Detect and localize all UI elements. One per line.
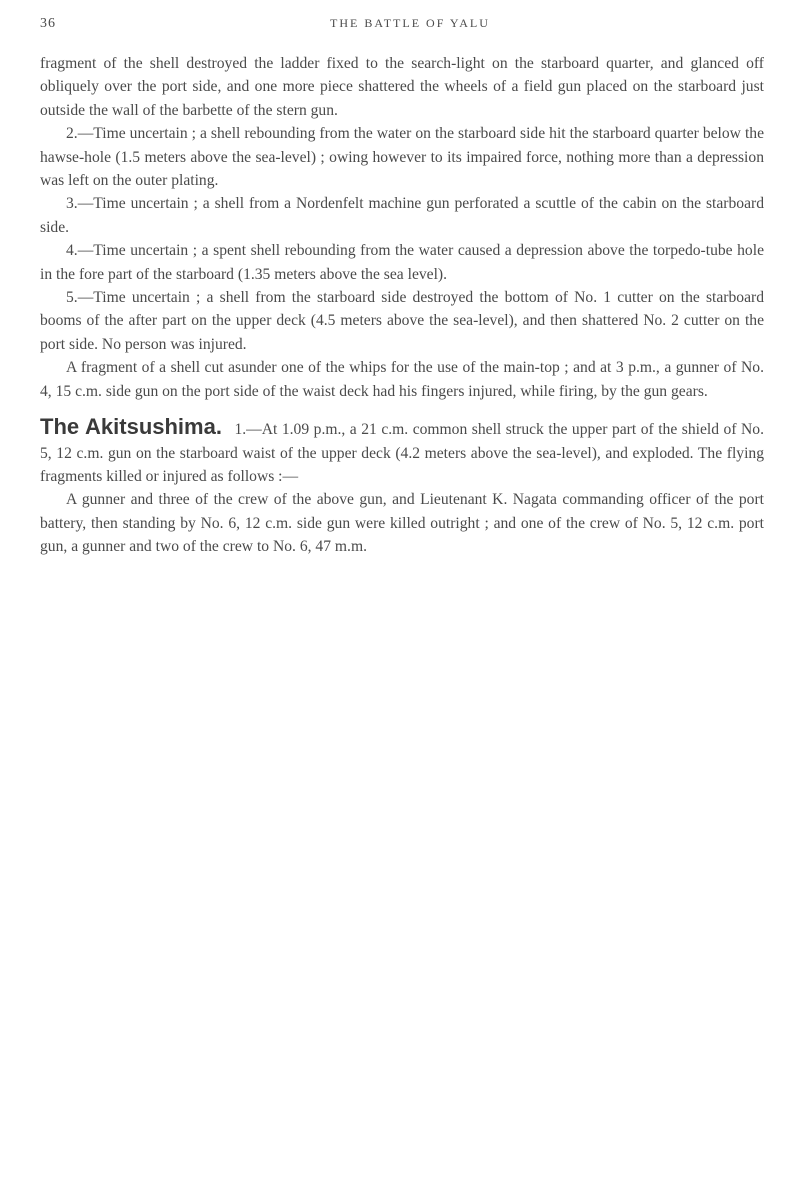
page-number: 36	[40, 16, 56, 31]
paragraph-item-5: 5.—Time uncertain ; a shell from the starboard side destroyed the bottom of No. 1 cutter on the starboard booms of the after part on the upper deck (4.5 meters above the sea-level), and then shattered No. 2 cutter on the port side. No person was injured.	[40, 289, 764, 353]
section-item-1-text: 1.—At 1.09 p.m., a 21 c.m. common shell struck the upper part of the shield of No. 5, 12 c.m. gun on the starboard waist of the upper deck (4.2 meters above the sea-level), and exploded. The flying fragments killed or injured as follows :—	[40, 421, 764, 485]
section-akitsushima	[40, 415, 764, 558]
running-head	[40, 16, 780, 38]
paragraph-item-4: 4.—Time uncertain ; a spent shell rebounding from the water caused a depression above the torpedo-tube hole in the fore part of the starboard (1.35 meters above the sea level).	[40, 242, 764, 283]
paragraph-continuation: fragment of the shell destroyed the ladder fixed to the search-light on the starboard quarter, and glanced off obliquely over the port side, and one more piece shattered the wheels of a field gun placed on the starboard just outside the wall of the barbette of the stern gun.	[40, 55, 764, 119]
body-text	[40, 52, 764, 559]
section-first-paragraph	[40, 415, 764, 488]
paragraph-fragment-note: A fragment of a shell cut asunder one of the whips for the use of the main-top ; and at 3 p.m., a gunner of No. 4, 15 c.m. side gun on the port side of the waist deck had his fingers injured, while firing, by the gun gears.	[40, 359, 764, 400]
section-heading: The Akitsushima.	[40, 414, 222, 440]
paragraph-item-2: 2.—Time uncertain ; a shell rebounding from the water on the starboard side hit the starboard quarter below the hawse-hole (1.5 meters above the sea-level) ; owing however to its impaired force, nothing more than a depression was left on the outer plating.	[40, 125, 764, 190]
paragraph-item-3: 3.—Time uncertain ; a shell from a Nordenfelt machine gun perforated a scuttle of the cabin on the starboard side.	[40, 195, 764, 236]
section-second-paragraph: A gunner and three of the crew of the above gun, and Lieutenant K. Nagata commanding officer of the port battery, then standing by No. 6, 12 c.m. side gun were killed outright ; and one of the crew of No. 5, 12 c.m. port gun, a gunner and two of the crew to No. 6, 47 m.m.	[40, 491, 764, 556]
running-title: THE BATTLE OF YALU	[330, 16, 490, 30]
